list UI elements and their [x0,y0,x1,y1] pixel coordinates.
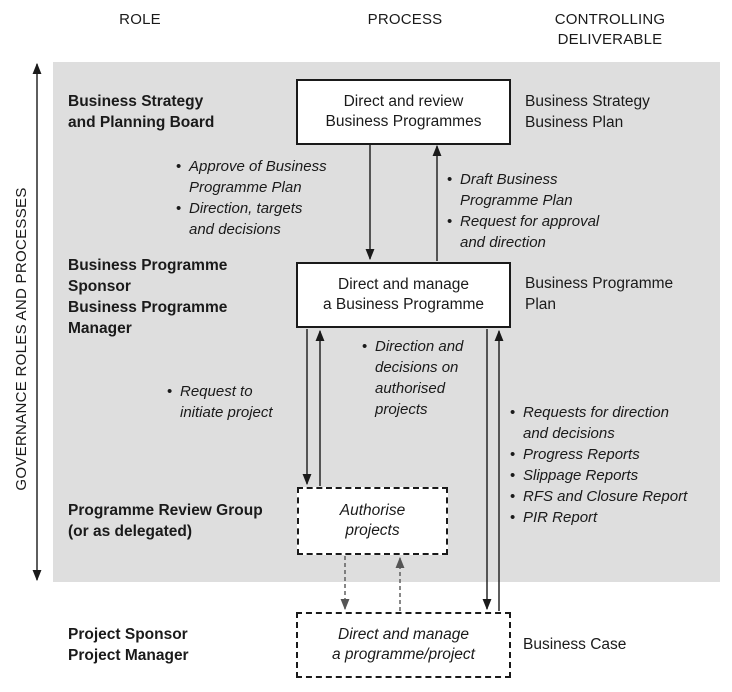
role-sponsor-manager: Business Programme Sponsor Business Programme Manager [68,257,228,337]
flow-item: • Request to initiate project [167,381,273,423]
flow-item: • Approve of Business Programme Plan [176,156,327,198]
flow-board-up [447,169,599,253]
flow-item: • Request for approval and direction [447,211,599,253]
deliverable-strategy-plan: Business Strategy Business Plan [525,93,650,131]
flow-item: • Slippage Reports [510,465,687,486]
header-role: ROLE [119,11,161,28]
flow-item: • Requests for direction and decisions [510,402,687,444]
flow-item: • RFS and Closure Report [510,486,687,507]
header-process: PROCESS [367,11,443,28]
flow-reports-up [510,402,687,528]
deliverable-programme-plan: Business Programme Plan [525,275,674,313]
flow-request-initiate [167,381,273,423]
flow-item: • Draft Business Programme Plan [447,169,599,211]
process-direct-manage: Direct and manage a Business Programme [296,262,511,328]
flow-board-down [176,156,327,240]
header-deliverable: CONTROLLING DELIVERABLE [554,11,666,48]
process-direct-project: Direct and manage a programme/project [296,612,511,678]
flow-item: • Direction and decisions on authorised projects [362,336,463,420]
flow-direction-authorised [362,336,463,420]
deliverable-business-case: Business Case [523,636,627,653]
governance-side-label: GOVERNANCE ROLES AND PROCESSES [13,187,30,491]
flow-item: • Direction, targets and decisions [176,198,327,240]
process-direct-review: Direct and review Business Programmes [296,79,511,145]
flow-item: • Progress Reports [510,444,687,465]
role-project: Project Sponsor Project Manager [68,626,189,664]
role-review-group: Programme Review Group (or as delegated) [68,502,263,540]
flow-item: • PIR Report [510,507,687,528]
process-authorise: Authorise projects [297,487,448,555]
role-board: Business Strategy and Planning Board [68,93,215,131]
